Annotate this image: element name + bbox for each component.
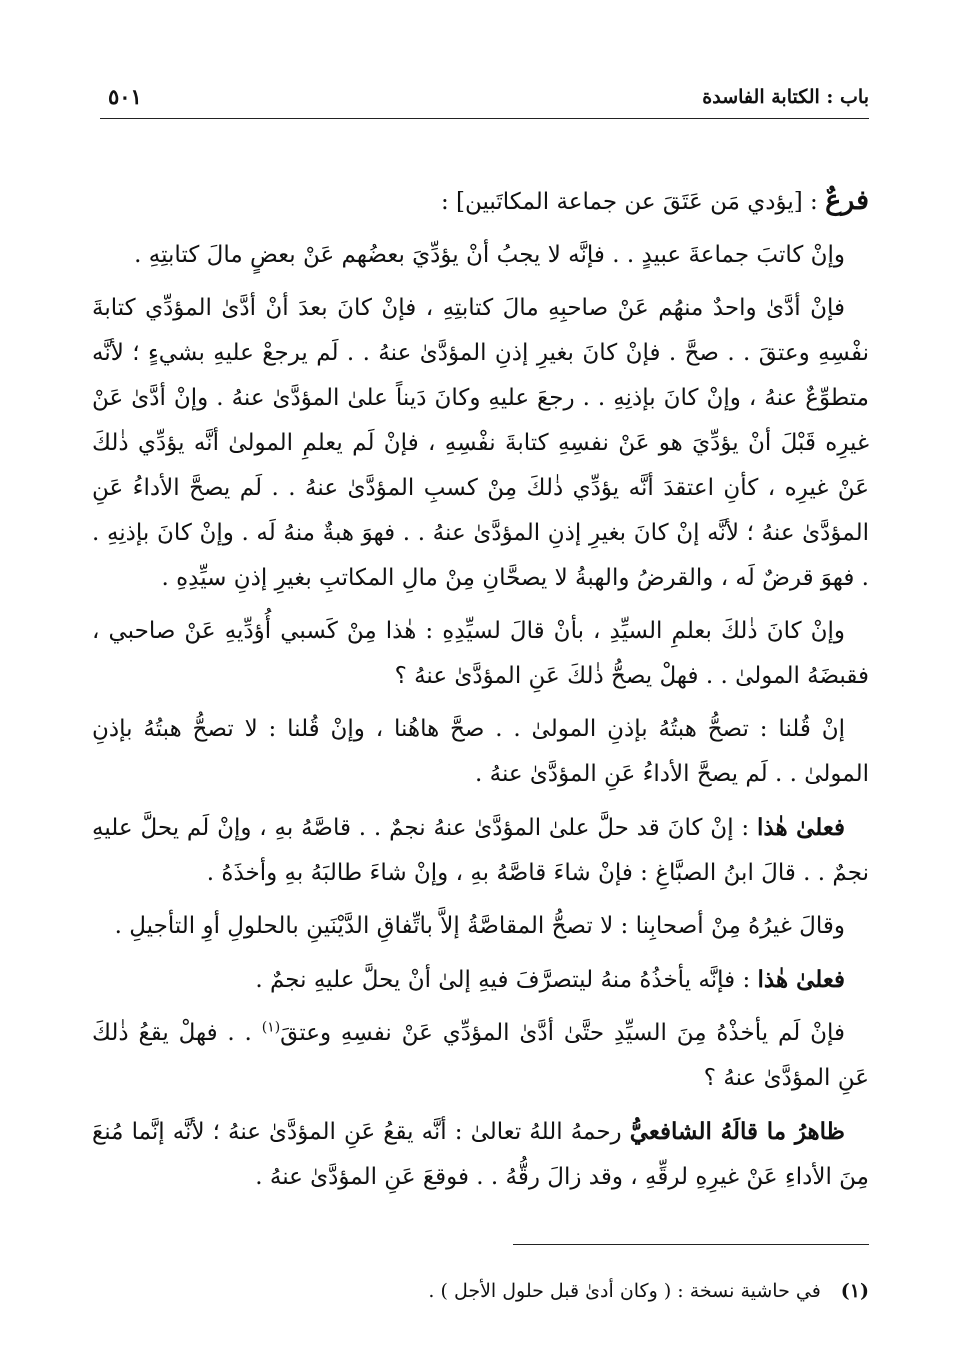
page-header xyxy=(100,82,869,119)
paragraph-8-tail: . . فهلْ يقعُ ذٰلكَ عَنِ المؤدَّىٰ عنهُ ؟ xyxy=(92,1020,869,1091)
paragraph-1: وإنْ كاتبَ جماعةَ عبيدٍ . . فإنَّه لا يجبُ أنْ يؤدِّيَ بعضُهم عَنْ بعضٍ مالَ كتابتِهِ . xyxy=(134,242,845,268)
section-label: فرعٌ xyxy=(825,185,869,216)
paragraph-8 xyxy=(92,1011,869,1101)
paragraph-4: إنْ قُلنا : تصحُّ هبتُهُ بإذنِ المولىٰ . . صحَّ هاهُنا ، وإنْ قُلنا : لا تصحُّ هبتُهُ بإذنِ المولىٰ . . لَم يصحَّ الأداءُ عَنِ المؤدَّىٰ عنهُ . xyxy=(92,716,869,787)
paragraph-5-text: : إنْ كانَ قد حلَّ علىٰ المؤدَّىٰ عنهُ نجمٌ . . قاصَّهُ بهِ ، وإنْ لَم يحلَّ عليهِ نجمٌ . . قالَ ابنُ الصبَّاغِ : فإنْ شاءَ قاصَّهُ بهِ ، وإنْ شاءَ طالبَهُ بهِ وأخذَهُ . xyxy=(92,815,869,886)
paragraph-9 xyxy=(92,1109,869,1200)
paragraph-7-text: : فإنَّه يأخذُهُ منهُ ليتصرَّفَ فيهِ إلىٰ أنْ يحلَّ عليهِ نجمٌ . xyxy=(255,967,758,993)
main-text xyxy=(92,178,869,1208)
section-heading-text: : [يؤدي مَن عَتَقَ عن جماعة المكاتَبين] : xyxy=(440,189,826,215)
paragraph-5 xyxy=(92,805,869,896)
paragraph-2: فإنْ أدَّىٰ واحدٌ منهُم عَنْ صاحبِهِ مالَ كتابتِهِ ، فإنْ كانَ بعدَ أنْ أدَّىٰ المؤدِّي كتابةَ نفْسِهِ وعتقَ . . صحَّ . فإنْ كانَ بغيرِ إذنِ المؤدَّىٰ عنهُ . . لَم يرجعْ عليهِ بشيءٍ ؛ لأنَّه متطوِّعٌ عنهُ ، وإنْ كانَ بإذنِهِ . . رجعَ عليهِ وكانَ دَيناً علىٰ المؤدَّىٰ عنهُ . وإنْ أدَّىٰ عَنْ غيرِه قَبْلَ أنْ يؤدِّيَ هو عَنْ نفسِهِ كتابةَ نفْسِهِ ، فإنْ لَم يعلمِ المولىٰ أنَّه يؤدِّي ذٰلكَ عَنْ غيرِه ، كأنِ اعتقدَ أنَّه يؤدِّي ذٰلكَ مِنْ كسبِ المؤدَّىٰ عنهُ . . لَم يصحَّ الأداءُ عَنِ المؤدَّىٰ عنهُ ؛ لأنَّه إنْ كانَ بغيرِ إذنِ المؤدَّىٰ عنهُ . . فهوَ هبةٌ منهُ لَه . وإنْ كانَ بإذنِهِ . . فهوَ قرضٌ لَه ، والقرضُ والهبةُ لا يصحَّانِ مِنْ مالِ المكاتبِ بغيرِ إذنِ سيِّدِهِ . xyxy=(92,295,869,591)
footnote-divider xyxy=(513,1244,869,1245)
footnote-number: (١) xyxy=(840,1280,869,1302)
paragraph-6: وقالَ غيرُهُ مِنْ أصحابِنا : لا تصحُّ المقاصَّةُ إلاَّ باتِّفاقِ الدَّيْنَينِ بالحلولِ أوِ التأجيلِ . xyxy=(114,913,845,939)
section-heading xyxy=(92,178,869,225)
paragraph-5-lead: فعلىٰ هٰذا xyxy=(757,814,845,841)
paragraph-8-text: فإنْ لَم يأخذْهُ مِنَ السيِّدِ حتَّىٰ أدَّىٰ المؤدِّي عَنْ نفسِهِ وعتقَ xyxy=(280,1020,845,1046)
paragraph-9-text: رحمهُ اللهُ تعالىٰ : أنَّه يقعُ عَنِ المؤدَّىٰ عنهُ ؛ لأنَّه إنَّما مُنعَ مِنَ الأداءِ عَنْ غيرِهِ لرقِّهِ ، وقد زالَ رقُّهُ . . فوقعَ عَنِ المؤدَّىٰ عنهُ . xyxy=(92,1119,869,1190)
footnote xyxy=(92,1276,869,1306)
chapter-title: باب : الكتابة الفاسدة xyxy=(702,86,869,108)
paragraph-7 xyxy=(92,957,869,1003)
footnote-reference[interactable]: (١) xyxy=(261,1019,281,1036)
page-number: ٥٠١ xyxy=(108,84,142,109)
paragraph-9-lead: ظاهرُ ما قالَهُ الشافعيُّ xyxy=(629,1118,845,1145)
paragraph-7-lead: فعلىٰ هٰذا xyxy=(757,966,845,993)
footnote-text: في حاشية نسخة : ( وكان أدىٰ قبل حلول الأجل ) . xyxy=(428,1280,821,1302)
paragraph-3: وإنْ كانَ ذٰلكَ بعلمِ السيِّدِ ، بأنْ قالَ لسيِّدِهِ : هٰذا مِنْ كَسبي أُؤدِّيهِ عَنْ صاحبي ، فقبضَهُ المولىٰ . . فهلْ يصحُّ ذٰلكَ عَنِ المؤدَّىٰ عنهُ ؟ xyxy=(92,618,869,689)
